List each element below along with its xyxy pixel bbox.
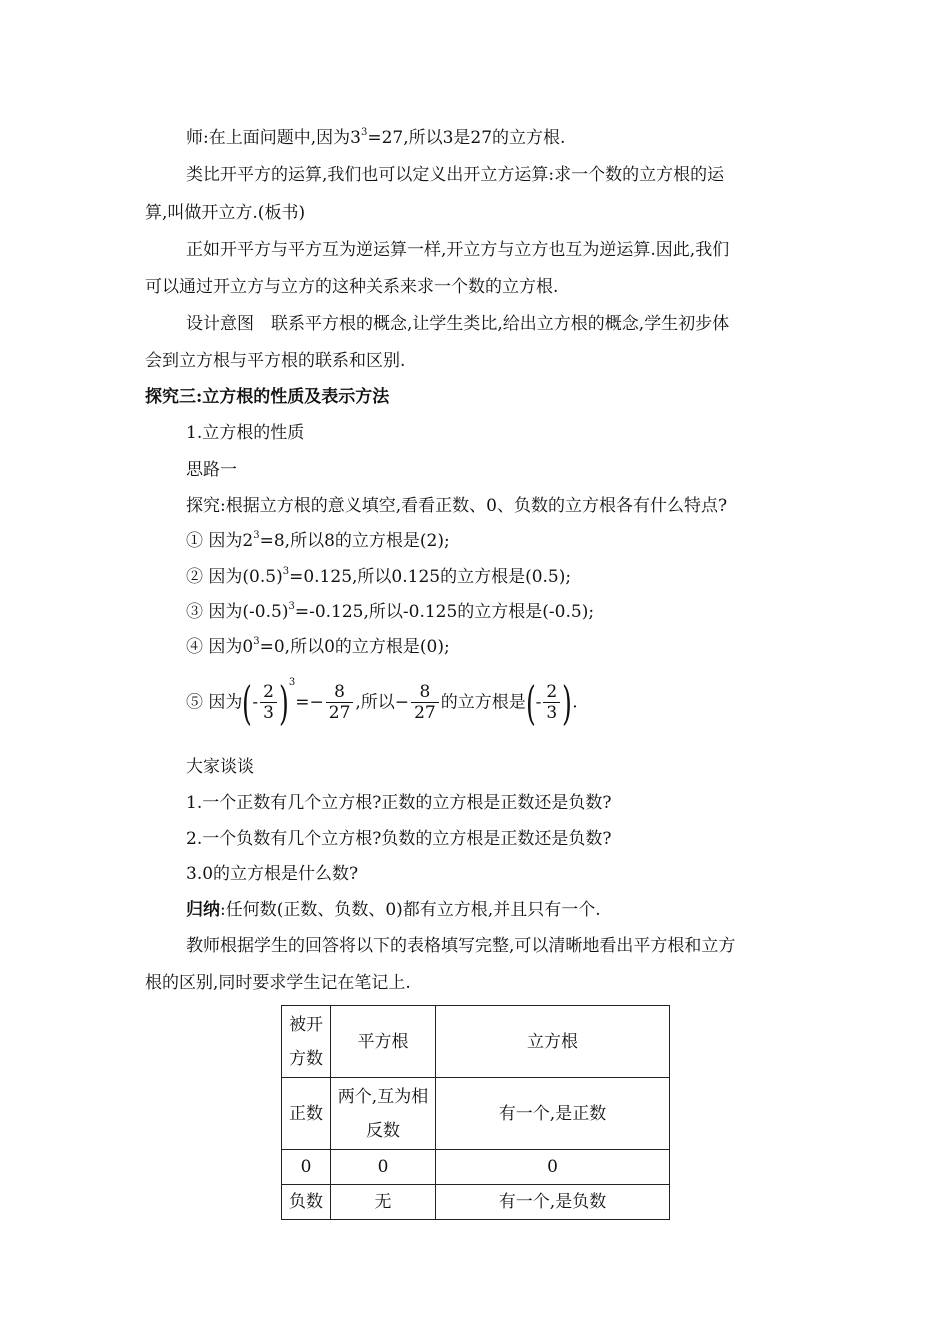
fraction-two-thirds-b: $\frac{2}{3}$: [543, 682, 560, 723]
example-item-4: ④ 因为$0^3=0$,所以0的立方根是(0);: [186, 636, 450, 657]
table-row: [282, 1185, 670, 1220]
fraction-eight-27: $\frac{8}{27}$: [326, 682, 354, 723]
example-item-5: ⑤ 因为(- $\frac{2}{3}$ )$^3$=− $\frac{8}{27}$ ,所以− $\frac{8}{27}$ 的立方根是(- $\frac{2}{3}$ ).: [186, 675, 578, 730]
fraction-eight-27-b: $\frac{8}{27}$: [411, 682, 439, 723]
table-cell: 0: [282, 1150, 331, 1185]
question-3: 3.0的立方根是什么数?: [186, 864, 359, 884]
paragraph-explore: 探究:根据立方根的意义填空,看看正数、0、负数的立方根各有什么特点?: [186, 496, 728, 516]
paragraph-inverse-1: 正如开平方与平方互为逆运算一样,开立方与立方也互为逆运算.因此,我们: [186, 240, 730, 260]
paragraph-design-2: 会到立方根与平方根的联系和区别.: [145, 351, 406, 371]
paragraph-table-intro-2: 根的区别,同时要求学生记在笔记上.: [145, 973, 411, 993]
table-header-cell: 被开 方数: [282, 1006, 331, 1078]
paragraph-design-1: 设计意图 联系平方根的概念,让学生类比,给出立方根的概念,学生初步体: [186, 314, 730, 334]
paragraph-teacher-line: 师:在上面问题中,因为$3^3=27$,所以3是27的立方根.: [186, 127, 566, 148]
summary-label: 归纳: [186, 900, 220, 920]
table-header-cell: 立方根: [436, 1006, 670, 1078]
question-1: 1.一个正数有几个立方根?正数的立方根是正数还是负数?: [186, 793, 612, 813]
table-header-cell: 平方根: [331, 1006, 436, 1078]
table-cell: 有一个,是负数: [436, 1185, 670, 1220]
table-cell: 无: [331, 1185, 436, 1220]
paragraph-analogy-2: 算,叫做开立方.(板书): [145, 203, 306, 223]
question-2: 2.一个负数有几个立方根?负数的立方根是正数还是负数?: [186, 829, 612, 849]
example-item-1: ① 因为$2^3=8$,所以8的立方根是(2);: [186, 530, 450, 551]
left-paren: (: [242, 675, 253, 730]
right-paren: ): [562, 675, 573, 730]
table-row: [282, 1150, 670, 1185]
example-item-3: ③ 因为$(-0.5)^3=-0.125$,所以-0.125的立方根是(-0.5);: [186, 601, 595, 622]
table-cell: 有一个,是正数: [436, 1078, 670, 1150]
table-row: [282, 1078, 670, 1150]
right-paren: ): [278, 675, 289, 730]
table-cell: 正数: [282, 1078, 331, 1150]
left-paren: (: [525, 675, 536, 730]
table-cell: 负数: [282, 1185, 331, 1220]
table-cell: 0: [436, 1150, 670, 1185]
subheading-approach: 思路一: [186, 460, 237, 480]
example-item-2: ② 因为$(0.5)^3=0.125$,所以0.125的立方根是(0.5);: [186, 566, 572, 587]
paragraph-analogy-1: 类比开平方的运算,我们也可以定义出开立方运算:求一个数的立方根的运: [186, 165, 725, 185]
paragraph-table-intro-1: 教师根据学生的回答将以下的表格填写完整,可以清晰地看出平方根和立方: [186, 936, 736, 956]
comparison-table: [281, 1005, 670, 1220]
table-row: [282, 1006, 670, 1078]
subheading-properties: 1.立方根的性质: [186, 423, 305, 443]
section-heading: 探究三:立方根的性质及表示方法: [145, 387, 390, 407]
subheading-discussion: 大家谈谈: [186, 757, 254, 777]
paragraph-inverse-2: 可以通过开立方与立方的这种关系来求一个数的立方根.: [145, 277, 559, 297]
table-cell: 0: [331, 1150, 436, 1185]
summary-line: 归纳:任何数(正数、负数、0)都有立方根,并且只有一个.: [186, 900, 601, 920]
table-cell: 两个,互为相 反数: [331, 1078, 436, 1150]
fraction-two-thirds: $\frac{2}{3}$: [260, 682, 277, 723]
